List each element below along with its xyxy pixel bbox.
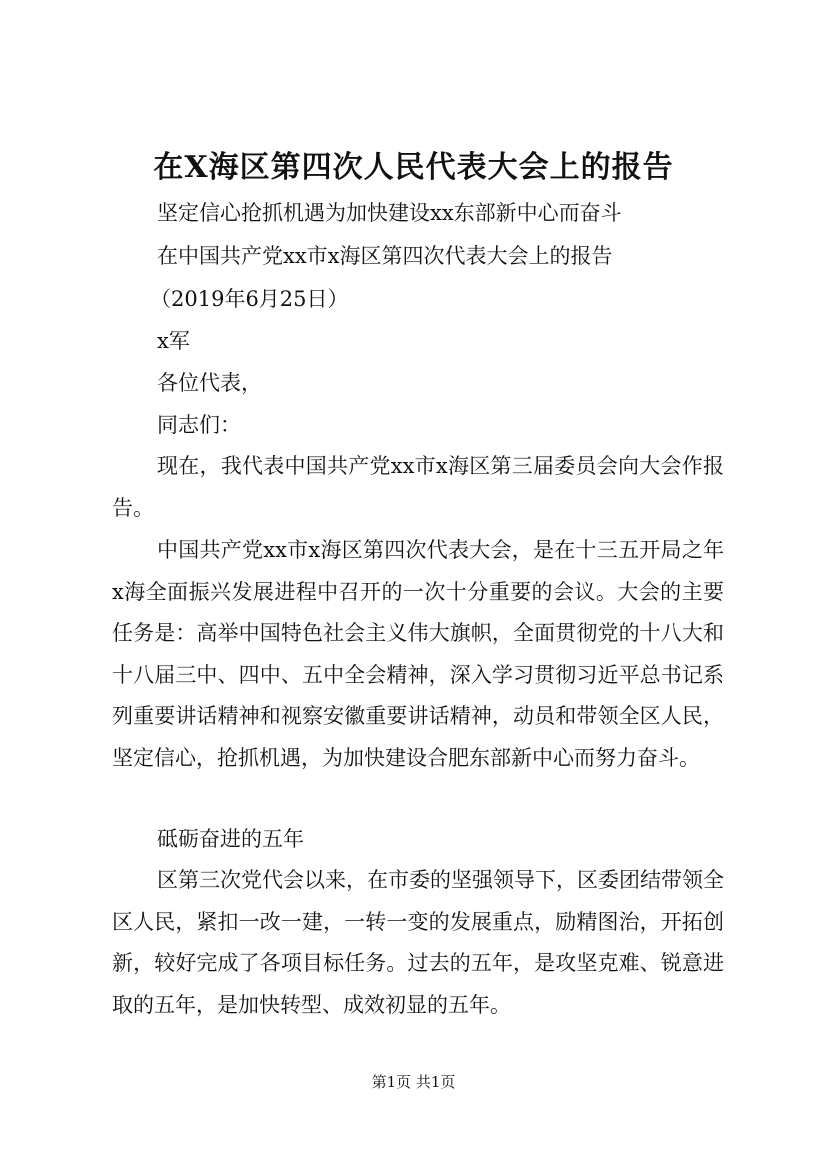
document-author: x军: [157, 329, 190, 353]
document-title: 在X海区第四次人民代表大会上的报告: [153, 150, 674, 185]
body-paragraph-2: 中国共产党xx市x海区第四次代表大会，是在十三五开局之年x海全面振兴发展进程中召开的一次十分重要的会议。大会的主要任务是：高举中国特色社会主义伟大旗帜，全面贯彻党的十八大和十八届三中、四中、五中全会精神，深入学习贯彻习近平总书记系列重要讲话精神和视察安徽重要讲话精神，动员和带领全区人民，坚定信心，抢抓机遇，为加快建设合肥东部新中心而努力奋斗。: [112, 538, 724, 770]
body-paragraph-1: 现在，我代表中国共产党xx市x海区第三届委员会向大会作报告。: [112, 454, 724, 520]
page-number-footer: 第1页 共1页: [371, 1073, 456, 1091]
salutation-representatives: 各位代表，: [157, 371, 262, 395]
section-paragraph: 区第三次党代会以来，在市委的坚强领导下，区委团结带领全区人民，紧扣一改一建，一转一变的发展重点，励精图治，开拓创新，较好完成了各项目标任务。过去的五年，是攻坚克难、锐意进取的五年，是加快转型、成效初显的五年。: [112, 868, 724, 1017]
document-date: （2019年6月25日）: [150, 287, 349, 311]
salutation-comrades: 同志们：: [157, 413, 241, 437]
document-subtitle: 坚定信心抢抓机遇为加快建设xx东部新中心而奋斗: [157, 201, 622, 225]
document-occasion: 在中国共产党xx市x海区第四次代表大会上的报告: [157, 244, 613, 268]
section-heading: 砥砺奋进的五年: [157, 827, 304, 851]
